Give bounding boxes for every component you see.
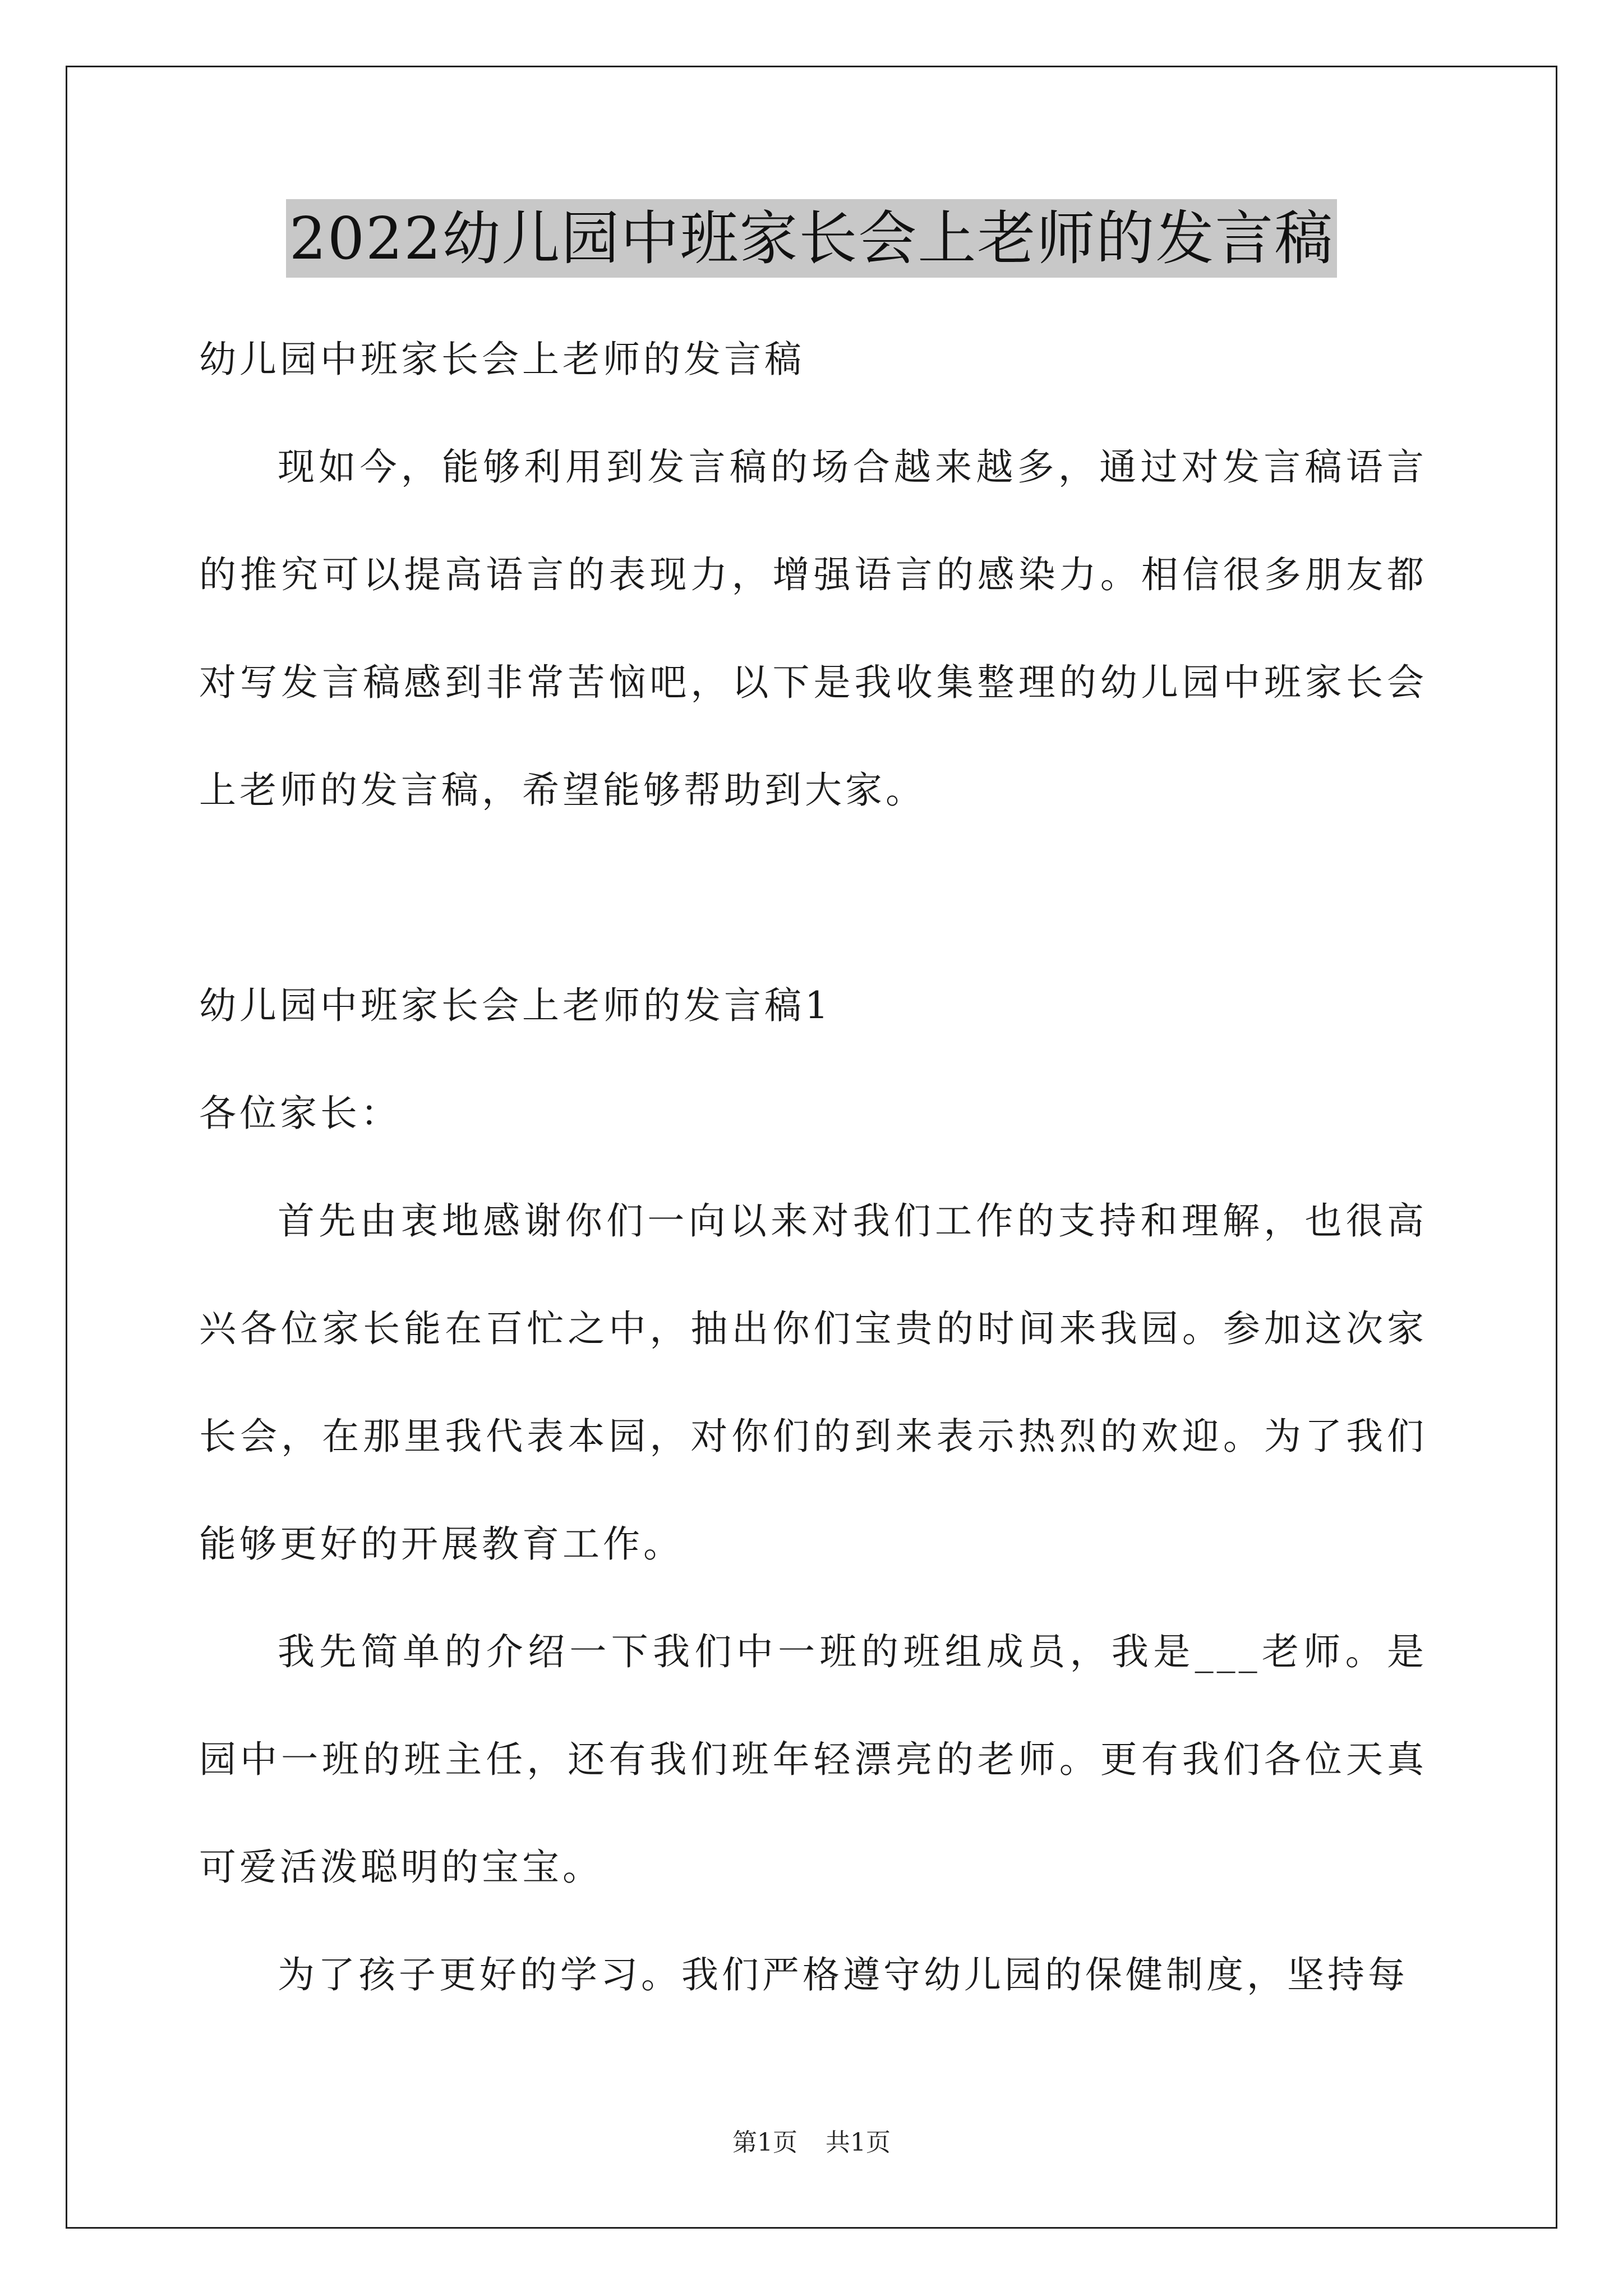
intro-paragraph: 现如今，能够利用到发言稿的场合越来越多，通过对发言稿语言的推究可以提高语言的表现力，增强语言的感染力。相信很多朋友都对写发言稿感到非常苦恼吧，以下是我收集整理的幼儿园中班家长会上老师的发言稿，希望能够帮助到大家。 [199,445,1427,812]
greeting-line: 各位家长： [199,1092,401,1135]
body-paragraph-1: 首先由衷地感谢你们一向以来对我们工作的支持和理解，也很高兴各位家长能在百忙之中，抽出你们宝贵的时间来我园。参加这次家长会，在那里我代表本园，对你们的到来表示热烈的欢迎。为了我们能够更好的开展教育工作。 [199,1199,1427,1566]
section-heading: 幼儿园中班家长会上老师的发言稿1 [199,984,832,1027]
title-container [0,199,1623,278]
body-paragraph-2: 我先简单的介绍一下我们中一班的班组成员，我是___老师。是园中一班的班主任，还有我们班年轻漂亮的老师。更有我们各位天真可爱活泼聪明的宝宝。 [199,1630,1427,1889]
body-paragraph-3: 为了孩子更好的学习。我们严格遵守幼儿园的保健制度，坚持每 [278,1953,1408,1996]
page-footer [0,2126,1623,2160]
page-total: 共1页 [826,2128,891,2157]
document-title: 2022幼儿园中班家长会上老师的发言稿 [286,199,1338,278]
page-number: 第1页 [732,2128,797,2157]
document-subtitle: 幼儿园中班家长会上老师的发言稿 [199,338,805,381]
